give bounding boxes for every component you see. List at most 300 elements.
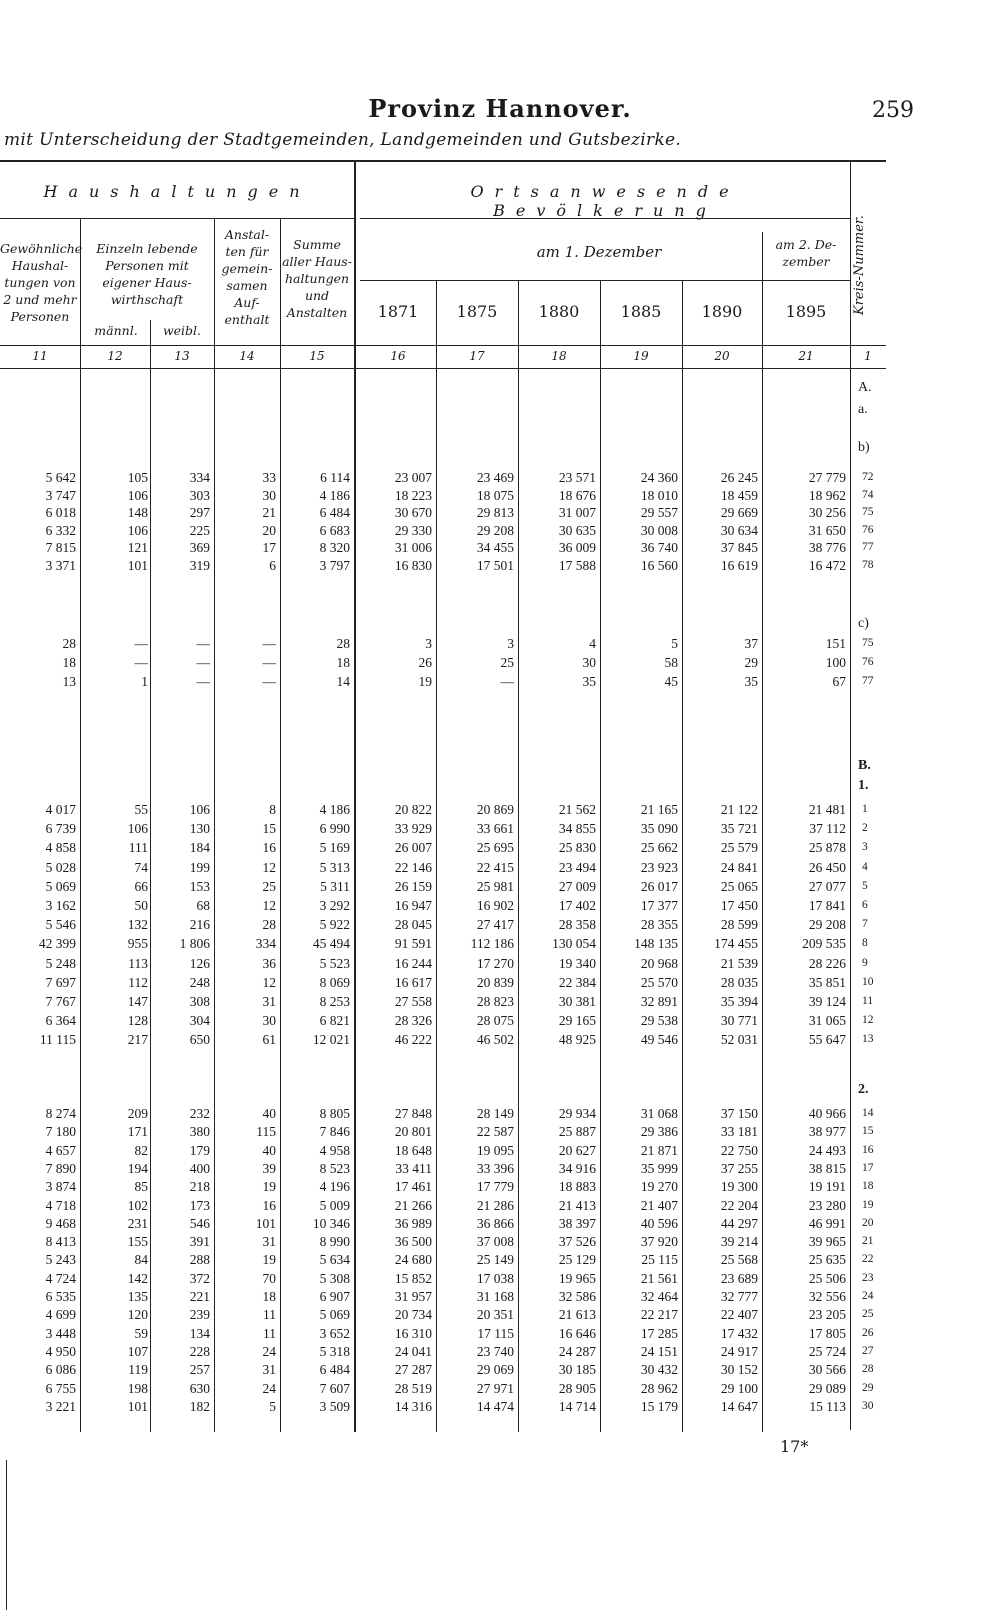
table-cell: 19 191: [808, 1179, 846, 1195]
table-cell: 35: [582, 674, 596, 689]
table-cell: 4 186: [319, 802, 350, 817]
table-cell: 134: [189, 1325, 210, 1341]
table-cell: 30 256: [808, 505, 846, 520]
rule: [0, 345, 886, 346]
table-cell: 308: [189, 994, 210, 1009]
table-cell: 20 839: [476, 974, 514, 990]
rule: [0, 218, 354, 219]
table-cell: 130 054: [552, 936, 596, 952]
table-cell: 23 469: [476, 470, 514, 485]
row-number: 18: [862, 1180, 874, 1193]
table-cell: 6 086: [45, 1362, 76, 1378]
table-cell: 26 017: [640, 878, 678, 894]
table-cell: 7 697: [45, 974, 76, 990]
table-cell: 12: [262, 898, 276, 913]
table-cell: 36 989: [394, 1215, 432, 1231]
table-cell: 30 185: [558, 1362, 596, 1378]
table-cell: 33 181: [720, 1124, 758, 1140]
table-cell: 106: [189, 802, 210, 817]
table-cell: —: [262, 636, 276, 651]
table-cell: 22 587: [476, 1124, 514, 1140]
table-cell: 20 869: [476, 802, 514, 817]
col13-sub: weibl.: [162, 323, 202, 338]
table-cell: 3 221: [45, 1398, 76, 1414]
table-cell: 85: [134, 1179, 148, 1195]
table-cell: 17 501: [476, 557, 514, 573]
table-cell: 26: [418, 655, 432, 670]
table-cell: 6 739: [45, 821, 76, 837]
table-cell: 16 902: [476, 898, 514, 913]
table-cell: 33 929: [394, 821, 432, 837]
table-cell: 17 115: [477, 1325, 514, 1341]
table-cell: 55 647: [808, 1032, 846, 1048]
table-cell: 25 878: [808, 840, 846, 856]
table-cell: 106: [127, 522, 148, 538]
table-cell: 3 509: [319, 1398, 350, 1414]
table-cell: 30 152: [720, 1362, 758, 1378]
table-cell: 380: [189, 1124, 210, 1140]
table-cell: 182: [189, 1398, 210, 1414]
table-cell: 5: [671, 636, 678, 651]
table-cell: 21 407: [640, 1197, 678, 1213]
table-cell: 8 805: [319, 1106, 350, 1121]
table-cell: 120: [127, 1307, 148, 1323]
table-cell: 3: [425, 636, 432, 651]
table-cell: 18 648: [394, 1142, 432, 1158]
table-cell: 36 500: [394, 1234, 432, 1250]
table-cell: 29 208: [808, 917, 846, 933]
table-cell: 218: [189, 1179, 210, 1195]
table-cell: 61: [262, 1032, 276, 1048]
table-cell: 33 661: [476, 821, 514, 837]
table-cell: 21 165: [640, 802, 678, 817]
table-cell: 32 556: [808, 1289, 846, 1304]
table-cell: 17 805: [808, 1325, 846, 1341]
colnum: 14: [239, 349, 255, 363]
row-number: 6: [862, 899, 868, 911]
table-cell: 31 006: [394, 540, 432, 555]
table-cell: 8 413: [45, 1234, 76, 1250]
table-cell: 22 146: [394, 859, 432, 875]
table-cell: 11: [263, 1325, 276, 1341]
table-cell: 4 858: [45, 840, 76, 856]
table-cell: 24 493: [808, 1142, 846, 1158]
table-cell: 334: [255, 936, 276, 952]
table-cell: 37 150: [720, 1106, 758, 1121]
table-cell: 23 205: [808, 1307, 846, 1323]
table-cell: 31 068: [640, 1106, 678, 1121]
table-cell: 24 360: [640, 470, 678, 485]
table-cell: 8 320: [319, 540, 350, 555]
table-cell: 44 297: [720, 1215, 758, 1231]
table-cell: 19 270: [640, 1179, 678, 1195]
table-cell: 148: [127, 505, 148, 520]
table-cell: 5 069: [45, 878, 76, 894]
table-cell: 184: [189, 840, 210, 856]
year-1890: 1890: [701, 302, 743, 321]
table-cell: 198: [127, 1380, 148, 1396]
table-cell: 148 135: [634, 936, 678, 952]
table-cell: 29 165: [558, 1013, 596, 1029]
table-cell: 55: [134, 802, 148, 817]
table-cell: 107: [127, 1343, 148, 1359]
table-cell: 18 962: [808, 487, 846, 503]
table-cell: 26 007: [394, 840, 432, 856]
table-cell: 4: [589, 636, 596, 651]
table-cell: 28 149: [476, 1106, 514, 1121]
table-cell: 16 617: [394, 974, 432, 990]
year-1871: 1871: [377, 302, 419, 321]
row-number: 76: [862, 656, 874, 668]
table-cell: 17 402: [558, 898, 596, 913]
table-cell: 34 855: [558, 821, 596, 837]
table-cell: 228: [189, 1343, 210, 1359]
table-cell: 7 607: [319, 1380, 350, 1396]
table-cell: 1: [141, 674, 148, 689]
colnum: 15: [309, 349, 325, 363]
table-cell: 19: [262, 1179, 276, 1195]
table-cell: 36 740: [640, 540, 678, 555]
table-cell: 35 394: [720, 994, 758, 1009]
table-cell: 10 346: [312, 1215, 350, 1231]
table-cell: 173: [189, 1197, 210, 1213]
table-cell: 225: [189, 522, 210, 538]
table-cell: 25 570: [640, 974, 678, 990]
table-cell: 30 381: [558, 994, 596, 1009]
table-cell: 3 448: [45, 1325, 76, 1341]
table-cell: 30 771: [720, 1013, 758, 1029]
table-cell: 8 069: [319, 974, 350, 990]
row-number: 24: [862, 1290, 874, 1302]
table-cell: 16 830: [394, 557, 432, 573]
table-cell: 35: [744, 674, 758, 689]
row-number: 10: [862, 975, 874, 988]
table-cell: 29 330: [394, 522, 432, 538]
table-cell: 546: [189, 1215, 210, 1231]
table-cell: 31 957: [394, 1289, 432, 1304]
table-cell: 46 991: [808, 1215, 846, 1231]
table-cell: 9 468: [45, 1215, 76, 1231]
table-cell: 32 891: [640, 994, 678, 1009]
table-cell: 29 100: [720, 1380, 758, 1396]
table-cell: —: [262, 674, 276, 689]
group-divider: [354, 160, 356, 1432]
table-cell: 21 266: [394, 1197, 432, 1213]
table-cell: 8 253: [319, 994, 350, 1009]
col14-header: Anstal- ten für gemein- samen Auf- enthalt: [221, 227, 273, 327]
table-cell: 6 755: [45, 1380, 76, 1396]
colnum: 13: [174, 349, 190, 363]
table-cell: 3 371: [45, 557, 76, 573]
table-cell: 50: [134, 898, 148, 913]
table-cell: 58: [664, 655, 678, 670]
table-cell: 17 285: [640, 1325, 678, 1341]
table-cell: 400: [189, 1160, 210, 1176]
table-cell: 28 045: [394, 917, 432, 933]
table-cell: 27 287: [394, 1362, 432, 1378]
section-marker: B.: [858, 758, 871, 773]
table-cell: 155: [127, 1234, 148, 1250]
table-cell: 112 186: [470, 936, 514, 952]
table-cell: 17 588: [558, 557, 596, 573]
col12-13-header: Einzeln lebende Personen mit eigener Haus- wirthschaft: [96, 241, 198, 307]
row-number: 11: [862, 995, 874, 1007]
table-cell: 34 455: [476, 540, 514, 555]
colnum: 1: [864, 349, 872, 363]
table-cell: 20: [262, 522, 276, 538]
table-cell: 17 038: [476, 1270, 514, 1286]
col12-sub: männl.: [94, 323, 138, 338]
table-cell: 31 168: [476, 1289, 514, 1304]
year-1880: 1880: [538, 302, 580, 321]
table-cell: 6 821: [319, 1013, 350, 1029]
table-cell: 30 634: [720, 522, 758, 538]
table-cell: 955: [127, 936, 148, 952]
table-cell: 20 351: [476, 1307, 514, 1323]
table-cell: 25 635: [808, 1252, 846, 1268]
table-cell: 6 114: [320, 470, 350, 485]
row-number: 75: [862, 637, 874, 649]
page-number: 259: [872, 98, 914, 123]
table-cell: 5 311: [320, 878, 350, 894]
table-cell: 30 432: [640, 1362, 678, 1378]
table-cell: 14: [336, 674, 350, 689]
row-number: 72: [862, 471, 874, 483]
col15-header: Summe aller Haus- haltungen und Anstalten: [282, 237, 352, 320]
table-cell: 30: [262, 1013, 276, 1029]
row-number: 30: [862, 1399, 874, 1412]
table-cell: —: [134, 636, 148, 651]
table-cell: 24: [262, 1380, 276, 1396]
table-cell: 4 186: [319, 487, 350, 503]
table-cell: 23 494: [558, 859, 596, 875]
table-cell: 14 647: [720, 1398, 758, 1414]
table-cell: 31: [262, 1362, 276, 1378]
table-cell: 37: [744, 636, 758, 651]
table-cell: 112: [128, 974, 148, 990]
table-cell: 4 958: [319, 1142, 350, 1158]
table-cell: 91 591: [394, 936, 432, 952]
table-cell: 21 481: [808, 802, 846, 817]
am-dezember-header: am 1. Dezember: [536, 243, 662, 261]
table-cell: 36 009: [558, 540, 596, 555]
table-cell: 19 300: [720, 1179, 758, 1195]
row-number: 19: [862, 1198, 874, 1211]
section-marker: b): [858, 440, 870, 455]
table-cell: 17 450: [720, 898, 758, 913]
table-cell: 16 619: [720, 557, 758, 573]
table-cell: 18: [336, 655, 350, 670]
table-cell: 115: [256, 1124, 276, 1140]
table-cell: 30: [262, 487, 276, 503]
table-cell: 14 316: [394, 1398, 432, 1414]
table-cell: 18 223: [394, 487, 432, 503]
row-number: 22: [862, 1253, 874, 1266]
table-cell: 29 208: [476, 522, 514, 538]
colnum: 18: [551, 349, 567, 363]
table-cell: 21 413: [558, 1197, 596, 1213]
table-cell: 130: [189, 821, 210, 837]
bevoelkerung-header: Ortsanwesende Bevölkerung: [470, 182, 740, 220]
table-cell: 6 018: [45, 505, 76, 520]
table-cell: 66: [134, 878, 148, 894]
table-cell: 32 777: [720, 1289, 758, 1304]
table-cell: 7 846: [319, 1124, 350, 1140]
table-cell: —: [196, 674, 210, 689]
table-cell: 22 384: [558, 974, 596, 990]
footer-mark: 17*: [780, 1437, 809, 1456]
table-cell: 40 596: [640, 1215, 678, 1231]
page-title: Provinz Hannover.: [368, 94, 632, 123]
table-cell: —: [196, 655, 210, 670]
table-cell: 48 925: [558, 1032, 596, 1048]
table-cell: 7 890: [45, 1160, 76, 1176]
table-cell: 29 813: [476, 505, 514, 520]
table-cell: 22 217: [640, 1307, 678, 1323]
table-cell: 3 292: [319, 898, 350, 913]
table-cell: 25 887: [558, 1124, 596, 1140]
row-number: 16: [862, 1143, 874, 1156]
table-cell: 20 968: [640, 955, 678, 971]
table-cell: 6 535: [45, 1289, 76, 1304]
table-cell: 28 075: [476, 1013, 514, 1029]
table-cell: 11 115: [39, 1032, 76, 1048]
table-cell: 6: [269, 557, 276, 573]
table-cell: 35 999: [640, 1160, 678, 1176]
table-cell: 25 506: [808, 1270, 846, 1286]
row-number: 13: [862, 1033, 874, 1046]
table-cell: 68: [196, 898, 210, 913]
table-cell: 23 007: [394, 470, 432, 485]
table-cell: 21 561: [640, 1270, 678, 1286]
table-cell: 23 280: [808, 1197, 846, 1213]
table-cell: 8 274: [45, 1106, 76, 1121]
table-cell: 232: [189, 1106, 210, 1121]
table-cell: 31: [262, 994, 276, 1009]
table-cell: 231: [127, 1215, 148, 1231]
table-cell: 18: [262, 1289, 276, 1304]
table-cell: 23 571: [558, 470, 596, 485]
row-number: 4: [862, 860, 868, 873]
table-cell: 26 450: [808, 859, 846, 875]
table-cell: 26 159: [394, 878, 432, 894]
table-cell: 20 801: [394, 1124, 432, 1140]
table-cell: 24: [262, 1343, 276, 1359]
table-cell: 24 680: [394, 1252, 432, 1268]
table-cell: 5 028: [45, 859, 76, 875]
table-cell: 5 243: [45, 1252, 76, 1268]
table-cell: 67: [832, 674, 846, 689]
table-cell: 101: [255, 1215, 276, 1231]
table-cell: 3 747: [45, 487, 76, 503]
table-cell: 46 222: [394, 1032, 432, 1048]
table-cell: 5 248: [45, 955, 76, 971]
am-2-dezember-header: am 2. De- zember: [775, 237, 837, 269]
table-cell: 30 670: [394, 505, 432, 520]
colnum: 12: [107, 349, 123, 363]
table-cell: 11: [263, 1307, 276, 1323]
table-cell: 28 519: [394, 1380, 432, 1396]
table-cell: 1 806: [179, 936, 210, 952]
table-cell: 3 797: [319, 557, 350, 573]
table-cell: 239: [189, 1307, 210, 1323]
table-cell: 142: [127, 1270, 148, 1286]
table-cell: 52 031: [720, 1032, 758, 1048]
table-cell: 45 494: [312, 936, 350, 952]
row-number: 77: [862, 541, 874, 553]
section-marker: a.: [858, 402, 868, 417]
colnum: 19: [633, 349, 649, 363]
table-cell: 17 432: [720, 1325, 758, 1341]
table-cell: 13: [62, 674, 76, 689]
table-cell: 16 646: [558, 1325, 596, 1341]
table-cell: 209 535: [802, 936, 846, 952]
table-cell: 84: [134, 1252, 148, 1268]
row-number: 17: [862, 1161, 874, 1174]
table-cell: 217: [127, 1032, 148, 1048]
table-cell: 303: [189, 487, 210, 503]
table-cell: 28 905: [558, 1380, 596, 1396]
table-cell: 147: [127, 994, 148, 1009]
table-cell: 29 069: [476, 1362, 514, 1378]
col-rule: [80, 218, 81, 1432]
row-number: 3: [862, 841, 868, 854]
table-cell: 37 920: [640, 1234, 678, 1250]
table-cell: 28: [62, 636, 76, 651]
table-cell: 5 069: [319, 1307, 350, 1323]
table-cell: 20 822: [394, 802, 432, 817]
table-cell: 16 947: [394, 898, 432, 913]
table-cell: 5 009: [319, 1197, 350, 1213]
row-number: 28: [862, 1363, 874, 1376]
table-cell: 29 089: [808, 1380, 846, 1396]
table-cell: 21 122: [720, 802, 758, 817]
table-cell: 171: [127, 1124, 148, 1140]
table-cell: 5 523: [319, 955, 350, 971]
table-cell: 18 010: [640, 487, 678, 503]
table-cell: 18: [62, 655, 76, 670]
table-cell: 31 065: [808, 1013, 846, 1029]
table-cell: 39: [262, 1160, 276, 1176]
table-cell: 37 008: [476, 1234, 514, 1250]
table-cell: 28: [262, 917, 276, 933]
table-cell: 106: [127, 821, 148, 837]
table-cell: 34 916: [558, 1160, 596, 1176]
table-cell: 30 566: [808, 1362, 846, 1378]
table-cell: 7 767: [45, 994, 76, 1009]
table-cell: 28 326: [394, 1013, 432, 1029]
row-number: 74: [862, 488, 874, 501]
table-cell: 31 007: [558, 505, 596, 520]
table-cell: 8 523: [319, 1160, 350, 1176]
table-cell: 17 270: [476, 955, 514, 971]
table-cell: —: [500, 674, 514, 689]
page-subtitle: mit Unterscheidung der Stadtgemeinden, Landgemeinden und Gutsbezirke.: [4, 130, 682, 150]
table-cell: 6 484: [319, 1362, 350, 1378]
rule: [0, 368, 886, 369]
table-cell: 21 613: [558, 1307, 596, 1323]
table-cell: 19 965: [558, 1270, 596, 1286]
table-cell: 29 934: [558, 1106, 596, 1121]
table-cell: 4 017: [45, 802, 76, 817]
table-cell: 288: [189, 1252, 210, 1268]
table-cell: 106: [127, 487, 148, 503]
table-cell: 39 214: [720, 1234, 758, 1250]
table-cell: 25 115: [641, 1252, 678, 1268]
table-cell: 17 377: [640, 898, 678, 913]
table-cell: 5 642: [45, 470, 76, 485]
year-1895: 1895: [785, 302, 827, 321]
